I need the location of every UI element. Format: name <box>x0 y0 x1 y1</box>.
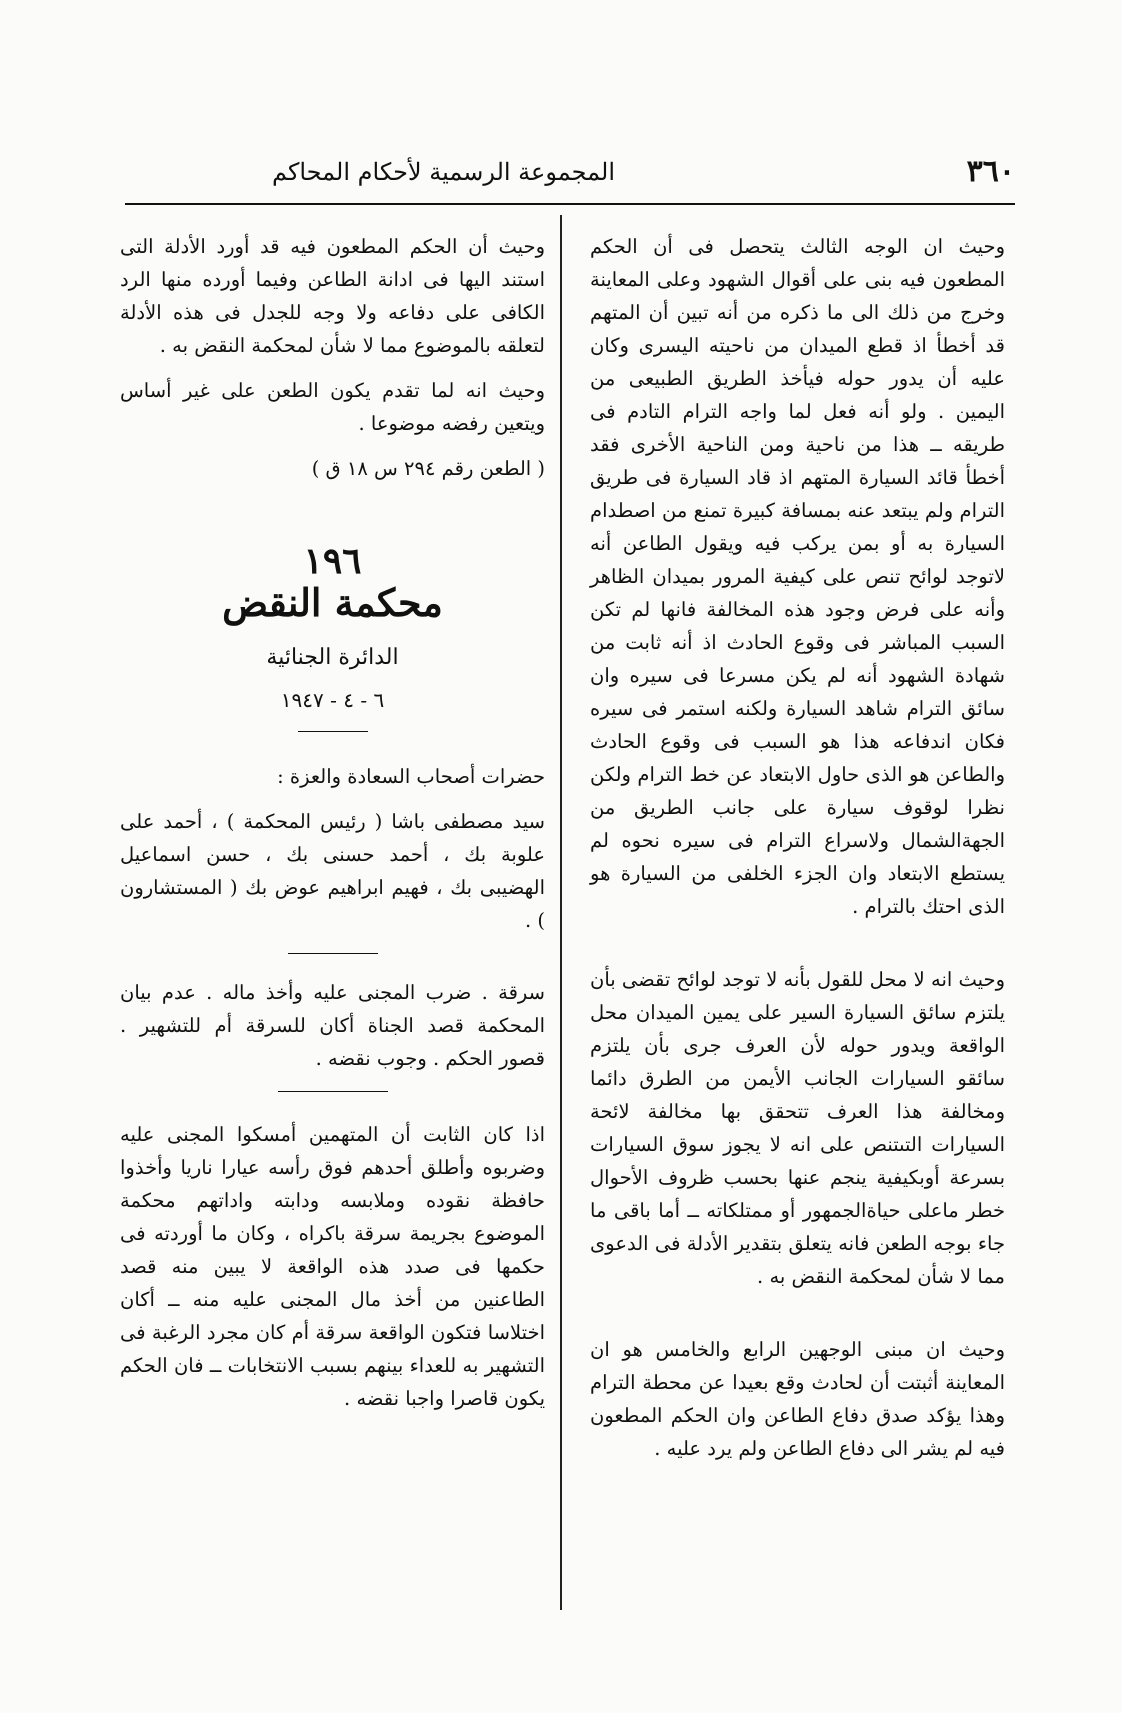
members-list: سيد مصطفى باشا ( رئيس المحكمة ) ، أحمد على علوبة بك ، أحمد حسنى بك ، حسن اسماعيل الهضيبى بك ، فهيم ابراهيم عوض بك ( المستشارون ) . <box>120 810 545 932</box>
members-intro: حضرات أصحاب السعادة والعزة : <box>277 765 545 788</box>
column-divider <box>560 215 562 1610</box>
paragraph-no-regulations: وحيث انه لا محل للقول بأنه لا توجد لوائح تقضى بأن يلتزم سائق السيارة السير على يمين الميدان محل الواقعة ويدور حوله لأن العرف جرى بأن يلتزم سائقو السيارات الجانب الأيمن من الطرق دائما ومخالفة هذا العرف تتحقق بها مخالفة لائحة السيارات التىتنص على انه لا يجوز سوق السيارات بسرعة أوبكيفية ينجم عنها بحسب ظروف الأحوال خطر ماعلى حياةالجمهور أو ممتلكاته ــ أما باقى ما جاء بوجه الطعن فانه يتعلق بتقدير الأدلة فى الدعوى مما لا شأن لمحكمة النقض به . <box>590 968 1005 1288</box>
appeal-reference: ( الطعن رقم ٢٩٤ س ١٨ ق ) <box>311 457 545 480</box>
chamber-name: الدائرة الجنائية <box>266 645 399 670</box>
divider-rule <box>288 953 378 954</box>
paragraph-evidence: وحيث أن الحكم المطعون فيه قد أورد الأدلة التى استند اليها فى ادانة الطاعن وفيما أورده منها الرد الكافى على دفاعه ولا وجه للجدل فى هذه الأدلة لتعلقه بالموضوع مما لا شأن لمحكمة النقض به . <box>120 235 545 357</box>
case-summary: سرقة . ضرب المجنى عليه وأخذ ماله . عدم بيان المحكمة قصد الجناة أكان للسرقة أم للتشهير . قصور الحكم . وجوب نقضه . <box>120 981 545 1070</box>
running-title: المجموعة الرسمية لأحكام المحاكم <box>271 158 615 186</box>
paragraph-third-ground: وحيث ان الوجه الثالث يتحصل فى أن الحكم المطعون فيه بنى على أقوال الشهود وعلى المعاينة وخرج من ذلك الى ما ذكره من أنه تبين أن المتهم قد أخطأ اذ قطع الميدان من ناحيته اليسرى وكان عليه أن يدور حوله فيأخذ الطريق الطبيعى من اليمين . ولو أنه فعل لما واجه الترام التادم فى طريقه ــ هذا من ناحية ومن الناحية الأخرى فقد أخطأ قائد السيارة المتهم اذ قاد السيارة فى طريق الترام ولم يبتعد عنه بمسافة كبيرة تمنع من اصطدام السيارة به أو بمن يركب فيه ويقول الطاعن أنه لاتوجد لوائح تنص على كيفية المرور بميدان الظاهر وأنه على فرض وجود هذه المخالفة فانها لم تكن السبب المباشر فى وقوع الحادث اذ أنه ثابت من شهادة الشهود أنه لم يكن مسرعا فى سيره وان سائق الترام شاهد السيارة ولكنه استمر فى سيره فكان اندفاعه هذا هو السبب فى وقوع الحادث والطاعن هو الذى حاول الابتعاد عن خط الترام ولكن نظرا لوقوف سيارة على جانب الطريق من الجهةالشمال ولاسراع الترام فى سيره نحوه لم يستطع الابتعاد وان الجزء الخلفى من السيارة هو الذى احتك بالترام . <box>590 235 1005 918</box>
header-rule <box>125 203 1015 205</box>
paragraph-rejection: وحيث انه لما تقدم يكون الطعن على غير أساس ويتعين رفضه موضوعا . <box>120 379 545 435</box>
divider-rule <box>298 731 368 732</box>
divider-rule <box>278 1091 388 1092</box>
case-holding: اذا كان الثابت أن المتهمين أمسكوا المجنى عليه وضربوه وأطلق أحدهم فوق رأسه عيارا ناريا وأخذوا حافظة نقوده وملابسه ودابته واداتهم محكمة الموضوع بجريمة سرقة باكراه ، وكان ما أوردته فى حكمها فى صدد هذه الواقعة لا يبين منه قصد الطاعنين من أخذ مال المجنى عليه منه ــ أكان اختلاسا فتكون الواقعة سرقة أم كان مجرد الرغبة فى التشهير به للعداء بينهم بسبب الانتخابات ــ فان الحكم يكون قاصرا واجبا نقضه . <box>120 1123 545 1410</box>
paragraph-fourth-fifth-grounds: وحيث ان مبنى الوجهين الرابع والخامس هو ان المعاينة أثبتت أن لحادث وقع بعيدا عن محطة الترام وهذا يؤكد صدق دفاع الطاعن وان الحكم المطعون فيه لم يشر الى دفاع الطاعن ولم يرد عليه . <box>590 1338 1005 1460</box>
court-name: محكمة النقض <box>222 580 443 625</box>
ruling-heading <box>120 540 545 732</box>
ruling-date: ٦ - ٤ - ١٩٤٧ <box>280 688 385 712</box>
ruling-number: ١٩٦ <box>303 540 362 582</box>
right-column <box>590 230 1005 1477</box>
left-column <box>120 230 545 1427</box>
page-header <box>125 150 1015 200</box>
page-number: ٣٦٠ <box>966 154 1015 189</box>
